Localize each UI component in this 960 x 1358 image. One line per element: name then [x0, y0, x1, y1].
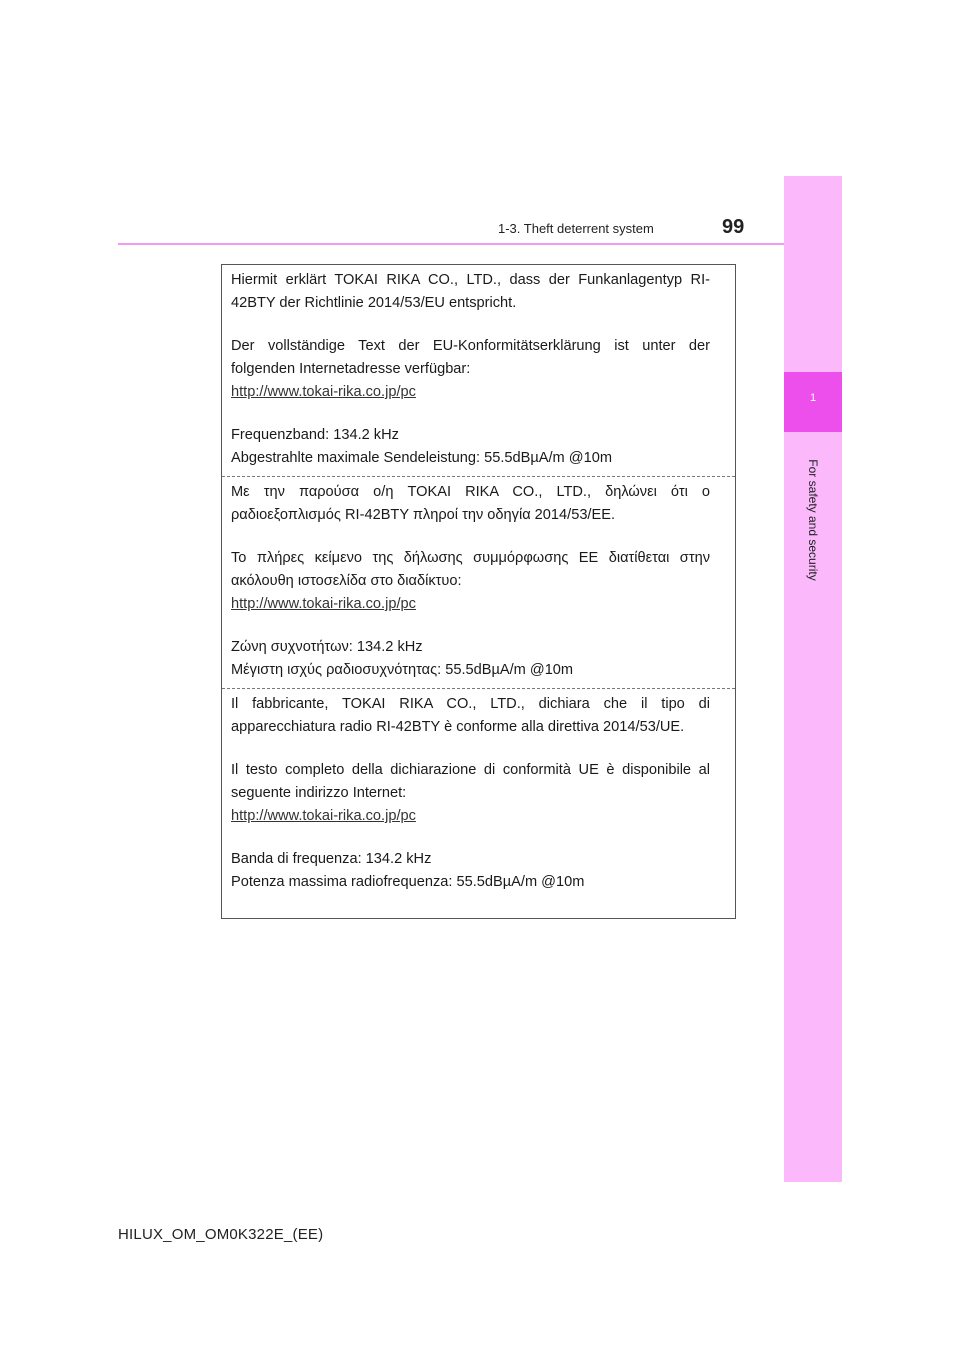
frequency-text: Banda di frequenza: 134.2 kHz: [231, 851, 432, 867]
declaration-italian: [222, 688, 735, 894]
page-number: 99: [722, 216, 745, 238]
chapter-label: For safety and security: [806, 459, 820, 581]
declaration-german: [222, 269, 735, 470]
chapter-number: 1: [809, 392, 817, 404]
chapter-tab[interactable]: [784, 372, 842, 432]
power-text: Abgestrahlte maximale Sendeleistung: 55.5dBµA/m @10m: [231, 450, 612, 466]
declaration-greek: [222, 476, 735, 682]
declaration-link[interactable]: http://www.tokai-rika.co.jp/pc: [231, 384, 416, 400]
availability-text: Der vollständige Text der EU-Konformitätserklärung ist unter der folgenden Internetadresse verfügbar:: [231, 338, 710, 377]
declaration-box: [221, 264, 736, 919]
frequency-text: Frequenzband: 134.2 kHz: [231, 427, 399, 443]
header-rule: [118, 243, 785, 245]
power-text: Potenza massima radiofrequenza: 55.5dBµA/m @10m: [231, 874, 585, 890]
statement-text: Il fabbricante, TOKAI RIKA CO., LTD., dichiara che il tipo di apparecchiatura radio RI-42BTY è conforme alla direttiva 2014/53/UE.: [231, 696, 710, 735]
declaration-link[interactable]: http://www.tokai-rika.co.jp/pc: [231, 596, 416, 612]
power-text: Μέγιστη ισχύς ραδιοσυχνότητας: 55.5dBµA/m @10m: [231, 662, 574, 678]
statement-text: Hiermit erklärt TOKAI RIKA CO., LTD., dass der Funkanlagentyp RI-42BTY der Richtlinie 2014/53/EU entspricht.: [231, 272, 710, 311]
document-id: HILUX_OM_OM0K322E_(EE): [118, 1226, 324, 1243]
frequency-text: Ζώνη συχνοτήτων: 134.2 kHz: [231, 639, 423, 655]
side-tab: [784, 176, 842, 1182]
availability-text: Το πλήρες κείμενο της δήλωσης συμμόρφωσης ΕΕ διατίθεται στην ακόλουθη ιστοσελίδα στο διαδίκτυο:: [231, 550, 710, 589]
declaration-link[interactable]: http://www.tokai-rika.co.jp/pc: [231, 808, 416, 824]
section-title: 1-3. Theft deterrent system: [498, 221, 654, 236]
availability-text: Il testo completo della dichiarazione di conformità UE è disponibile al seguente indirizzo Internet:: [231, 762, 710, 801]
statement-text: Με την παρούσα ο/η TOKAI RIKA CO., LTD., δηλώνει ότι ο ραδιοεξοπλισμός RI-42BTY πληροί την οδηγία 2014/53/ΕΕ.: [231, 484, 710, 523]
